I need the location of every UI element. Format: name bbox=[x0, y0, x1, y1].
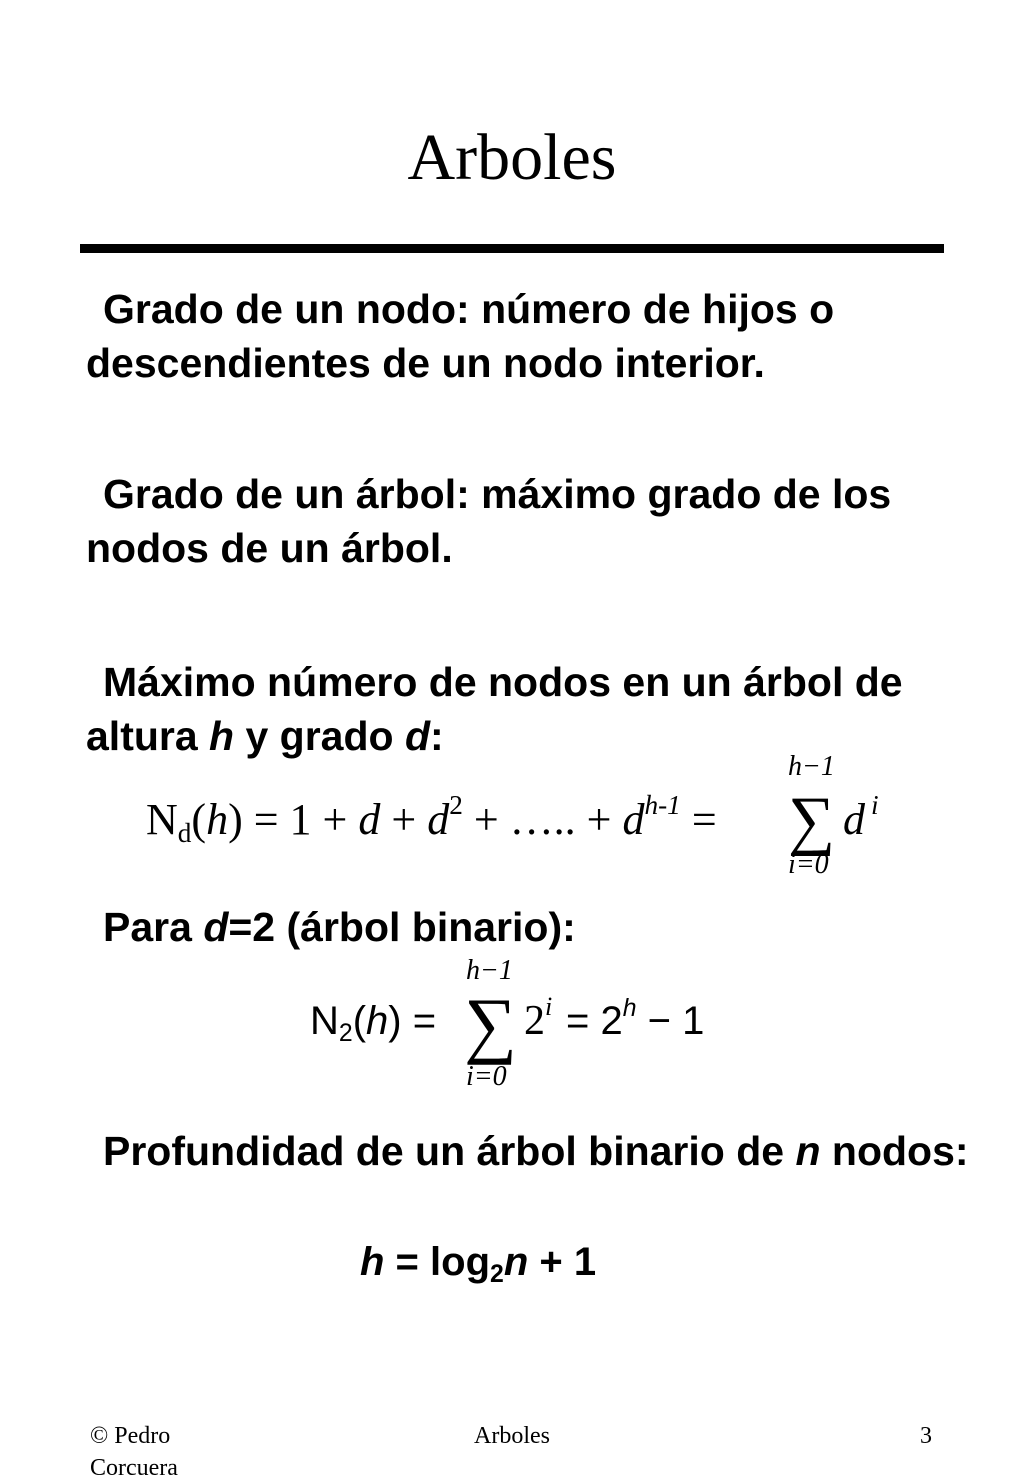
eq-variable: d bbox=[843, 795, 865, 844]
sigma-icon: ∑ bbox=[464, 984, 517, 1066]
paragraph-grado-nodo bbox=[86, 282, 996, 390]
eq-symbol: N bbox=[146, 795, 178, 844]
eq-exponent-text: i bbox=[871, 790, 879, 821]
paragraph-line: Máximo número de nodos en un árbol de bbox=[103, 659, 903, 705]
eq-exponent bbox=[545, 992, 552, 1021]
eq-variable: n bbox=[503, 1240, 529, 1284]
paragraph-profundidad bbox=[86, 1124, 996, 1178]
title-divider bbox=[80, 244, 944, 253]
eq-subscript: d bbox=[177, 817, 192, 848]
sigma-icon: ∑ bbox=[788, 784, 836, 857]
footer-author: © Pedro Corcuera bbox=[90, 1423, 178, 1481]
eq-symbol: − 1 bbox=[636, 999, 705, 1043]
paragraph-text: Grado de un árbol: máximo grado de los nodos de un árbol. bbox=[86, 471, 892, 571]
footer-page-number: 3 bbox=[920, 1423, 932, 1449]
eq-variable: h bbox=[206, 795, 229, 844]
eq-symbol: ( bbox=[191, 795, 207, 844]
eq-exponent bbox=[871, 790, 879, 820]
equation-nd-term bbox=[843, 790, 879, 855]
paragraph-binario bbox=[86, 900, 996, 954]
eq-symbol: ) = 1 + bbox=[228, 795, 359, 844]
variable-h: h bbox=[209, 713, 235, 759]
eq-subscript: 2 bbox=[338, 1019, 353, 1047]
text-segment: : bbox=[430, 713, 444, 759]
text-segment: altura bbox=[86, 713, 210, 759]
eq-exponent-text: h bbox=[622, 995, 637, 1023]
text-segment: y grado bbox=[234, 713, 405, 759]
eq-symbol: = bbox=[680, 795, 717, 844]
equation-n2-term bbox=[524, 992, 553, 1052]
eq-symbol: = log bbox=[384, 1240, 491, 1284]
text-segment: =2 (árbol binario): bbox=[228, 904, 576, 950]
eq-subscript: 2 bbox=[490, 1260, 504, 1288]
eq-symbol: ( bbox=[352, 999, 367, 1043]
eq-exponent: 2 bbox=[449, 790, 463, 821]
eq-variable: d bbox=[427, 795, 450, 844]
eq-symbol: + 1 bbox=[528, 1240, 597, 1284]
eq-exponent-text: i bbox=[545, 992, 553, 1022]
equation-n2-rhs bbox=[566, 995, 704, 1053]
paragraph-grado-arbol bbox=[86, 467, 996, 575]
equation-depth bbox=[360, 1236, 596, 1294]
eq-symbol: N bbox=[310, 999, 339, 1043]
sum-upper-limit: h−1 bbox=[466, 955, 513, 986]
paragraph-maximo-nodos bbox=[86, 655, 996, 763]
eq-symbol: = 2 bbox=[566, 999, 623, 1043]
eq-exponent bbox=[644, 790, 680, 820]
variable-n: n bbox=[795, 1128, 821, 1174]
eq-variable: h bbox=[360, 1240, 385, 1284]
equation-n2-lhs bbox=[310, 995, 436, 1053]
eq-number: 2 bbox=[524, 998, 545, 1044]
equation-nd bbox=[146, 790, 717, 855]
footer-title: Arboles bbox=[474, 1423, 550, 1449]
sum-upper-limit: h−1 bbox=[788, 751, 835, 782]
eq-variable: h bbox=[366, 999, 389, 1043]
eq-symbol: ) = bbox=[388, 999, 437, 1043]
sum-lower-limit: i=0 bbox=[466, 1061, 507, 1092]
text-segment: Para bbox=[103, 904, 204, 950]
slide-title: Arboles bbox=[407, 121, 617, 194]
paragraph-text: Grado de un nodo: número de hijos o descendientes de un nodo interior. bbox=[86, 286, 835, 386]
eq-variable: d bbox=[358, 795, 381, 844]
eq-exponent-text: h-1 bbox=[644, 790, 681, 821]
eq-exponent bbox=[623, 995, 637, 1022]
text-segment: nodos: bbox=[820, 1128, 969, 1174]
eq-variable: d bbox=[622, 795, 645, 844]
eq-symbol: + bbox=[380, 795, 428, 844]
eq-symbol: + ….. + bbox=[462, 795, 623, 844]
variable-d: d bbox=[404, 713, 431, 759]
variable-d: d bbox=[203, 904, 229, 950]
sum-lower-limit: i=0 bbox=[788, 849, 829, 880]
text-segment: Profundidad de un árbol binario de bbox=[103, 1128, 796, 1174]
